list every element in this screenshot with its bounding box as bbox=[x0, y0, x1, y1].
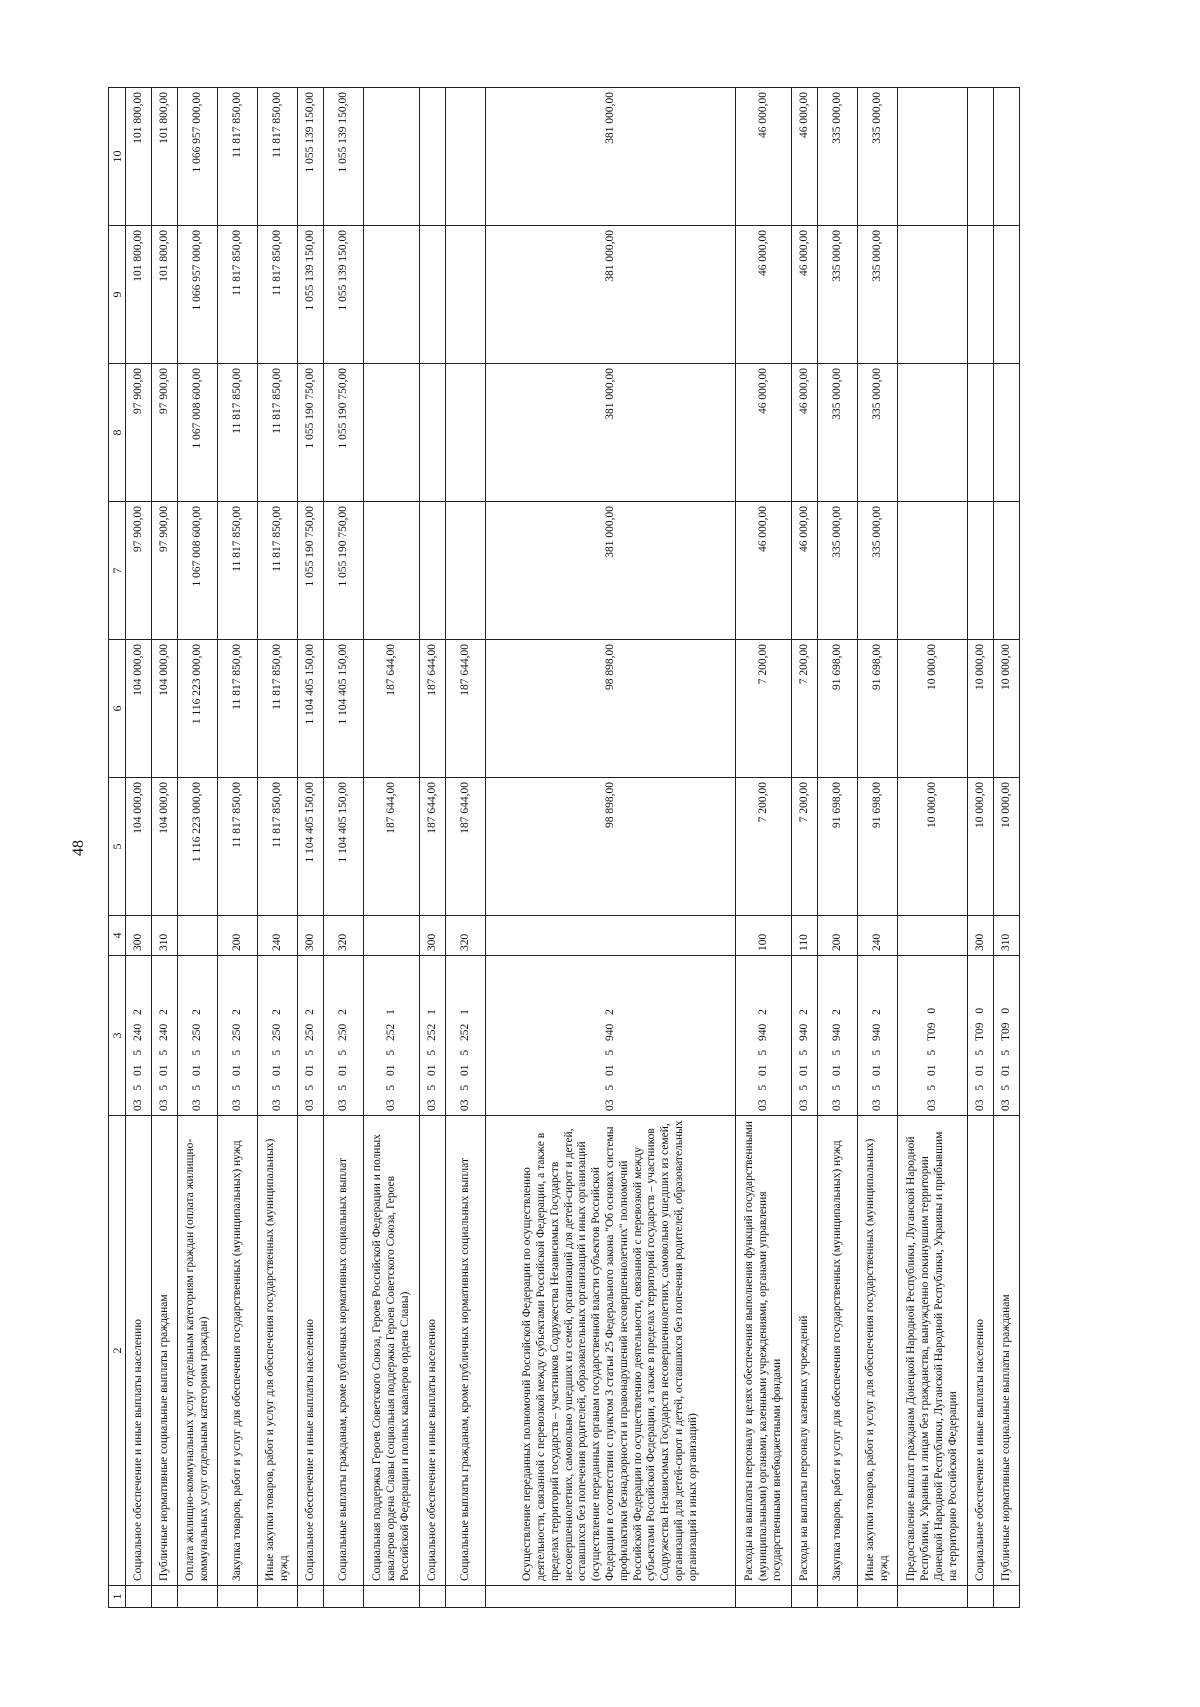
cell-col6: 10 000,00 bbox=[898, 640, 968, 778]
cell-col6: 11 817 850,00 bbox=[218, 640, 258, 778]
cell-vr: 200 bbox=[218, 916, 258, 956]
cell-vr bbox=[364, 916, 420, 956]
cell-code: 03 5 01 5 252 1 bbox=[446, 956, 486, 1116]
cell-vr: 300 bbox=[126, 916, 152, 956]
cell-col8: 1 067 008 600,00 bbox=[178, 364, 218, 502]
column-header: 10 bbox=[109, 88, 126, 226]
cell-code: 03 5 01 5 940 2 bbox=[818, 956, 858, 1116]
cell-col5: 187 644,00 bbox=[364, 778, 420, 916]
table-row bbox=[126, 88, 152, 1608]
cell-col8 bbox=[994, 364, 1020, 502]
cell-col8: 11 817 850,00 bbox=[218, 364, 258, 502]
cell-name: Расходы на выплаты персоналу казенных учреждений bbox=[792, 1116, 818, 1586]
cell-col6: 1 104 405 150,00 bbox=[324, 640, 364, 778]
cell-col8 bbox=[898, 364, 968, 502]
cell-col8 bbox=[420, 364, 446, 502]
cell-code: 03 5 01 5 250 2 bbox=[298, 956, 324, 1116]
cell-col1 bbox=[736, 1586, 792, 1608]
cell-col1 bbox=[324, 1586, 364, 1608]
table-row bbox=[792, 88, 818, 1608]
cell-col10: 101 800,00 bbox=[126, 88, 152, 226]
column-header: 7 bbox=[109, 502, 126, 640]
cell-col9 bbox=[994, 226, 1020, 364]
cell-col1 bbox=[152, 1586, 178, 1608]
cell-col9: 11 817 850,00 bbox=[258, 226, 298, 364]
table-row bbox=[818, 88, 858, 1608]
cell-col5: 10 000,00 bbox=[898, 778, 968, 916]
cell-col5: 187 644,00 bbox=[420, 778, 446, 916]
cell-name: Иные закупки товаров, работ и услуг для обеспечения государственных (муниципальных) нужд bbox=[258, 1116, 298, 1586]
cell-vr: 110 bbox=[792, 916, 818, 956]
cell-col8: 97 900,00 bbox=[152, 364, 178, 502]
cell-col10 bbox=[420, 88, 446, 226]
cell-col7: 1 055 190 750,00 bbox=[324, 502, 364, 640]
cell-code: 03 5 01 5 240 2 bbox=[126, 956, 152, 1116]
column-header: 6 bbox=[109, 640, 126, 778]
cell-name: Осуществление переданных полномочий Российской Федерации по осуществлению деятельности, связанной с перевозкой между субъектами Российской Федерации, а также в пределах территорий государств – участников Содружества Независимых Государств несовершеннолетних, самовольно ушедших из семей, организаций для детей-сирот и детей, оставшихся без попечения родителей, образовательных организаций и иных организаций (осуществление переданных органам государственной власти субъектов Российской Федерации в соответствии с пунктом 3 статьи 25 Федерального закона "Об основах системы профилактики безнадзорности и правонарушений несовершеннолетних" полномочий Российской Федерации по осуществлению деятельности, связанной с перевозкой между субъектами Российской Федерации, а также в пределах территорий государств – участников Содружества Независимых Государств несовершеннолетних, самовольно ушедших из семей, организаций для детей-сирот и детей, оставшихся без попечения родителей, образовательных организаций и иных организаций) bbox=[486, 1116, 736, 1586]
cell-col6: 104 000,00 bbox=[126, 640, 152, 778]
cell-col8: 1 055 190 750,00 bbox=[298, 364, 324, 502]
cell-col5: 91 698,00 bbox=[858, 778, 898, 916]
column-header: 2 bbox=[109, 1116, 126, 1586]
cell-name: Социальное обеспечение и иные выплаты населению bbox=[968, 1116, 994, 1586]
cell-col1 bbox=[218, 1586, 258, 1608]
cell-col9: 1 055 139 150,00 bbox=[324, 226, 364, 364]
cell-col5: 1 104 405 150,00 bbox=[298, 778, 324, 916]
cell-col9 bbox=[968, 226, 994, 364]
cell-col1 bbox=[126, 1586, 152, 1608]
cell-vr: 100 bbox=[736, 916, 792, 956]
rotated-content bbox=[70, 88, 1012, 1608]
cell-vr: 320 bbox=[324, 916, 364, 956]
cell-col9: 335 000,00 bbox=[818, 226, 858, 364]
cell-col9: 381 000,00 bbox=[486, 226, 736, 364]
cell-col10: 11 817 850,00 bbox=[218, 88, 258, 226]
table-row bbox=[420, 88, 446, 1608]
cell-col10: 1 055 139 150,00 bbox=[298, 88, 324, 226]
cell-col8 bbox=[364, 364, 420, 502]
cell-col1 bbox=[486, 1586, 736, 1608]
cell-code: 03 5 01 5 Т09 0 bbox=[994, 956, 1020, 1116]
cell-name: Публичные нормативные социальные выплаты гражданам bbox=[152, 1116, 178, 1586]
cell-vr: 240 bbox=[258, 916, 298, 956]
cell-vr: 310 bbox=[152, 916, 178, 956]
cell-col5: 7 200,00 bbox=[792, 778, 818, 916]
cell-code: 03 5 01 5 250 2 bbox=[218, 956, 258, 1116]
cell-code: 03 5 01 5 240 2 bbox=[152, 956, 178, 1116]
cell-code: 03 5 01 5 Т09 0 bbox=[968, 956, 994, 1116]
cell-col9: 1 066 957 000,00 bbox=[178, 226, 218, 364]
cell-col10: 335 000,00 bbox=[858, 88, 898, 226]
cell-col10 bbox=[898, 88, 968, 226]
cell-name: Закупка товаров, работ и услуг для обеспечения государственных (муниципальных) нужд bbox=[218, 1116, 258, 1586]
cell-col6: 10 000,00 bbox=[968, 640, 994, 778]
cell-col7 bbox=[364, 502, 420, 640]
cell-col9 bbox=[446, 226, 486, 364]
cell-col10 bbox=[968, 88, 994, 226]
cell-col1 bbox=[420, 1586, 446, 1608]
cell-col8: 1 055 190 750,00 bbox=[324, 364, 364, 502]
cell-col9 bbox=[364, 226, 420, 364]
cell-col6: 104 000,00 bbox=[152, 640, 178, 778]
cell-col8: 335 000,00 bbox=[858, 364, 898, 502]
column-header: 5 bbox=[109, 778, 126, 916]
cell-name: Предоставление выплат гражданам Донецкой Народной Республики, Луганской Народной Республики, Украины и лицам без гражданства, вынужденно покинувшим территории Донецкой Народной Республики, Луганской Народной Республики, Украины и прибывшим на территорию Российской Федерации bbox=[898, 1116, 968, 1586]
cell-col7 bbox=[446, 502, 486, 640]
cell-code: 03 5 01 5 252 1 bbox=[420, 956, 446, 1116]
cell-col1 bbox=[858, 1586, 898, 1608]
cell-col10 bbox=[446, 88, 486, 226]
cell-col5: 7 200,00 bbox=[736, 778, 792, 916]
cell-col9: 335 000,00 bbox=[858, 226, 898, 364]
cell-col8: 381 000,00 bbox=[486, 364, 736, 502]
cell-col7: 46 000,00 bbox=[736, 502, 792, 640]
cell-col7: 97 900,00 bbox=[152, 502, 178, 640]
cell-col9: 11 817 850,00 bbox=[218, 226, 258, 364]
cell-col7: 97 900,00 bbox=[126, 502, 152, 640]
page-number: 48 bbox=[70, 840, 87, 856]
cell-col7: 11 817 850,00 bbox=[218, 502, 258, 640]
cell-col10 bbox=[994, 88, 1020, 226]
column-header: 3 bbox=[109, 956, 126, 1116]
cell-col7: 1 067 008 600,00 bbox=[178, 502, 218, 640]
cell-col8 bbox=[446, 364, 486, 502]
cell-col8 bbox=[968, 364, 994, 502]
cell-col5: 104 000,00 bbox=[126, 778, 152, 916]
cell-col1 bbox=[178, 1586, 218, 1608]
cell-col7 bbox=[898, 502, 968, 640]
cell-col1 bbox=[364, 1586, 420, 1608]
table-row bbox=[298, 88, 324, 1608]
cell-col9 bbox=[420, 226, 446, 364]
cell-col6: 187 644,00 bbox=[364, 640, 420, 778]
cell-col9: 46 000,00 bbox=[736, 226, 792, 364]
column-header: 8 bbox=[109, 364, 126, 502]
cell-col8: 97 900,00 bbox=[126, 364, 152, 502]
cell-name: Иные закупки товаров, работ и услуг для обеспечения государственных (муниципальных) нужд bbox=[858, 1116, 898, 1586]
cell-name: Публичные нормативные социальные выплаты гражданам bbox=[994, 1116, 1020, 1586]
cell-col1 bbox=[298, 1586, 324, 1608]
cell-col9 bbox=[898, 226, 968, 364]
cell-vr bbox=[178, 916, 218, 956]
cell-name: Оплата жилищно-коммунальных услуг отдельным категориям граждан (оплата жилищно-коммунальных услуг отдельным категориям граждан) bbox=[178, 1116, 218, 1586]
cell-col5: 187 644,00 bbox=[446, 778, 486, 916]
cell-col6: 7 200,00 bbox=[736, 640, 792, 778]
cell-col7 bbox=[994, 502, 1020, 640]
cell-col8: 11 817 850,00 bbox=[258, 364, 298, 502]
cell-name: Расходы на выплаты персоналу в целях обеспечения выполнения функций государственными (муниципальными) органами, казенными учреждениями, органами управления государственными внебюджетными фондами bbox=[736, 1116, 792, 1586]
cell-col5: 91 698,00 bbox=[818, 778, 858, 916]
cell-code: 03 5 01 5 Т09 0 bbox=[898, 956, 968, 1116]
budget-table bbox=[108, 87, 1020, 1608]
cell-col7: 46 000,00 bbox=[792, 502, 818, 640]
column-number-row bbox=[109, 88, 126, 1608]
cell-code: 03 5 01 5 250 2 bbox=[324, 956, 364, 1116]
cell-col7: 335 000,00 bbox=[858, 502, 898, 640]
cell-col7: 335 000,00 bbox=[818, 502, 858, 640]
table-row bbox=[178, 88, 218, 1608]
cell-vr: 310 bbox=[994, 916, 1020, 956]
cell-name: Социальное обеспечение и иные выплаты населению bbox=[298, 1116, 324, 1586]
cell-col6: 11 817 850,00 bbox=[258, 640, 298, 778]
table-row bbox=[858, 88, 898, 1608]
cell-col1 bbox=[258, 1586, 298, 1608]
cell-col6: 98 898,00 bbox=[486, 640, 736, 778]
table-row bbox=[152, 88, 178, 1608]
cell-col7: 1 055 190 750,00 bbox=[298, 502, 324, 640]
cell-col5: 104 000,00 bbox=[152, 778, 178, 916]
cell-col1 bbox=[994, 1586, 1020, 1608]
cell-col6: 91 698,00 bbox=[858, 640, 898, 778]
cell-col9: 101 800,00 bbox=[126, 226, 152, 364]
table-row bbox=[968, 88, 994, 1608]
cell-col5: 11 817 850,00 bbox=[218, 778, 258, 916]
cell-col1 bbox=[446, 1586, 486, 1608]
cell-col7 bbox=[968, 502, 994, 640]
cell-col10: 11 817 850,00 bbox=[258, 88, 298, 226]
cell-col6: 10 000,00 bbox=[994, 640, 1020, 778]
cell-col5: 10 000,00 bbox=[968, 778, 994, 916]
cell-col5: 1 104 405 150,00 bbox=[324, 778, 364, 916]
cell-col10: 46 000,00 bbox=[736, 88, 792, 226]
table-row bbox=[324, 88, 364, 1608]
cell-vr bbox=[898, 916, 968, 956]
cell-col8: 46 000,00 bbox=[736, 364, 792, 502]
cell-col9: 1 055 139 150,00 bbox=[298, 226, 324, 364]
column-header: 9 bbox=[109, 226, 126, 364]
column-header: 4 bbox=[109, 916, 126, 956]
cell-col10: 1 066 957 000,00 bbox=[178, 88, 218, 226]
cell-col6: 187 644,00 bbox=[420, 640, 446, 778]
cell-col10: 335 000,00 bbox=[818, 88, 858, 226]
cell-name: Социальное обеспечение и иные выплаты населению bbox=[420, 1116, 446, 1586]
cell-code: 03 5 01 5 252 1 bbox=[364, 956, 420, 1116]
table-row bbox=[446, 88, 486, 1608]
cell-col7 bbox=[420, 502, 446, 640]
cell-col6: 1 104 405 150,00 bbox=[298, 640, 324, 778]
cell-col6: 91 698,00 bbox=[818, 640, 858, 778]
cell-vr: 320 bbox=[446, 916, 486, 956]
column-header: 1 bbox=[109, 1586, 126, 1608]
cell-col5: 10 000,00 bbox=[994, 778, 1020, 916]
cell-col9: 101 800,00 bbox=[152, 226, 178, 364]
table-row bbox=[364, 88, 420, 1608]
cell-col7: 11 817 850,00 bbox=[258, 502, 298, 640]
cell-col10: 46 000,00 bbox=[792, 88, 818, 226]
cell-col10: 381 000,00 bbox=[486, 88, 736, 226]
table-row bbox=[736, 88, 792, 1608]
cell-col9: 46 000,00 bbox=[792, 226, 818, 364]
cell-vr: 300 bbox=[298, 916, 324, 956]
table-row bbox=[898, 88, 968, 1608]
cell-name: Социальная поддержка Героев Советского Союза, Героев Российской Федерации и полных кавалеров ордена Славы (социальная поддержка Героев Советского Союза, Героев Российской Федерации и полных кавалеров ордена Славы) bbox=[364, 1116, 420, 1586]
cell-col5: 11 817 850,00 bbox=[258, 778, 298, 916]
table-row bbox=[258, 88, 298, 1608]
cell-name: Социальные выплаты гражданам, кроме публичных нормативных социальных выплат bbox=[324, 1116, 364, 1586]
cell-code: 03 5 01 5 940 2 bbox=[792, 956, 818, 1116]
cell-col10: 1 055 139 150,00 bbox=[324, 88, 364, 226]
cell-col1 bbox=[898, 1586, 968, 1608]
table-row bbox=[994, 88, 1020, 1608]
cell-code: 03 5 01 5 940 2 bbox=[736, 956, 792, 1116]
cell-vr: 300 bbox=[968, 916, 994, 956]
cell-col5: 98 898,00 bbox=[486, 778, 736, 916]
cell-col8: 335 000,00 bbox=[818, 364, 858, 502]
cell-code: 03 5 01 5 940 2 bbox=[858, 956, 898, 1116]
cell-name: Социальные выплаты гражданам, кроме публичных нормативных социальных выплат bbox=[446, 1116, 486, 1586]
cell-name: Закупка товаров, работ и услуг для обеспечения государственных (муниципальных) нужд bbox=[818, 1116, 858, 1586]
cell-vr: 200 bbox=[818, 916, 858, 956]
cell-col10: 101 800,00 bbox=[152, 88, 178, 226]
cell-name: Социальное обеспечение и иные выплаты населению bbox=[126, 1116, 152, 1586]
cell-col1 bbox=[968, 1586, 994, 1608]
cell-vr bbox=[486, 916, 736, 956]
cell-col8: 46 000,00 bbox=[792, 364, 818, 502]
cell-col6: 7 200,00 bbox=[792, 640, 818, 778]
cell-col7: 381 000,00 bbox=[486, 502, 736, 640]
cell-col6: 1 116 223 000,00 bbox=[178, 640, 218, 778]
cell-code: 03 5 01 5 940 2 bbox=[486, 956, 736, 1116]
cell-code: 03 5 01 5 250 2 bbox=[258, 956, 298, 1116]
cell-col10 bbox=[364, 88, 420, 226]
cell-col1 bbox=[818, 1586, 858, 1608]
table-row bbox=[486, 88, 736, 1608]
cell-col6: 187 644,00 bbox=[446, 640, 486, 778]
cell-col5: 1 116 223 000,00 bbox=[178, 778, 218, 916]
cell-vr: 300 bbox=[420, 916, 446, 956]
cell-vr: 240 bbox=[858, 916, 898, 956]
table-body bbox=[109, 88, 1020, 1608]
cell-col1 bbox=[792, 1586, 818, 1608]
table-row bbox=[218, 88, 258, 1608]
cell-code: 03 5 01 5 250 2 bbox=[178, 956, 218, 1116]
